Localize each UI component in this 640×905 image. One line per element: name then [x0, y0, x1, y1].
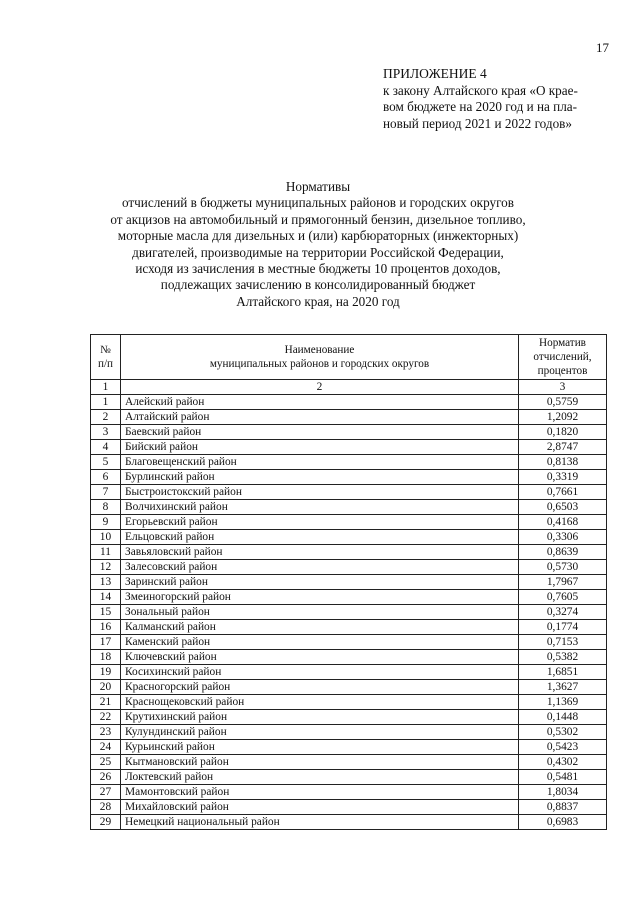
column-number: 1: [91, 380, 121, 395]
district-name: Кытмановский район: [121, 755, 519, 770]
title-line: от акцизов на автомобильный и прямогонный бензин, дизельное топливо,: [110, 211, 526, 227]
norm-value: 0,8639: [519, 545, 607, 560]
norm-value: 2,8747: [519, 440, 607, 455]
table-row: [91, 545, 607, 560]
appendix-line: новый период 2021 и 2022 годов»: [383, 115, 572, 131]
district-name: Немецкий национальный район: [121, 815, 519, 830]
table-row: [91, 575, 607, 590]
row-number: 18: [91, 650, 121, 665]
district-name: Бийский район: [121, 440, 519, 455]
title-line: двигателей, производимые на территории Российской Федерации,: [132, 244, 504, 260]
row-number: 27: [91, 785, 121, 800]
district-name: Змеиногорский район: [121, 590, 519, 605]
district-name: Ельцовский район: [121, 530, 519, 545]
row-number: 13: [91, 575, 121, 590]
appendix-block: [383, 66, 613, 132]
norm-value: 0,7661: [519, 485, 607, 500]
appendix-title: ПРИЛОЖЕНИЕ 4: [383, 66, 487, 81]
norm-value: 1,7967: [519, 575, 607, 590]
row-number: 26: [91, 770, 121, 785]
row-number: 7: [91, 485, 121, 500]
row-number: 10: [91, 530, 121, 545]
norm-value: 0,5759: [519, 395, 607, 410]
table-row: [91, 755, 607, 770]
header-value: Норматив отчислений, процентов: [519, 335, 607, 380]
row-number: 20: [91, 680, 121, 695]
norm-value: 0,5382: [519, 650, 607, 665]
norm-value: 0,8138: [519, 455, 607, 470]
row-number: 24: [91, 740, 121, 755]
norm-value: 1,3627: [519, 680, 607, 695]
district-name: Кулундинский район: [121, 725, 519, 740]
header-name: Наименование муниципальных районов и городских округов: [121, 335, 519, 380]
row-number: 25: [91, 755, 121, 770]
title-line: подлежащих зачислению в консолидированный бюджет: [160, 277, 476, 293]
district-name: Косихинский район: [121, 665, 519, 680]
norm-value: 0,5302: [519, 725, 607, 740]
norm-value: 1,1369: [519, 695, 607, 710]
table-row: [91, 635, 607, 650]
appendix-line: к закону Алтайского края «О крае-: [383, 82, 578, 98]
appendix-line: вом бюджете на 2020 год и на пла-: [383, 99, 578, 114]
table-row: [91, 410, 607, 425]
row-number: 22: [91, 710, 121, 725]
table-row: [91, 440, 607, 455]
table-row: [91, 500, 607, 515]
table-row: [91, 455, 607, 470]
table-row: [91, 515, 607, 530]
row-number: 2: [91, 410, 121, 425]
title-line: Алтайского края, на 2020 год: [236, 293, 400, 309]
row-number: 29: [91, 815, 121, 830]
table-row: [91, 590, 607, 605]
table-row: [91, 395, 607, 410]
norm-value: 0,6983: [519, 815, 607, 830]
district-name: Зональный район: [121, 605, 519, 620]
column-number: 2: [121, 380, 519, 395]
table-row: [91, 620, 607, 635]
district-name: Алтайский район: [121, 410, 519, 425]
table-row: [91, 785, 607, 800]
row-number: 1: [91, 395, 121, 410]
title-line: моторные масла для дизельных и (или) карбюраторных (инжекторных): [117, 228, 519, 244]
row-number: 12: [91, 560, 121, 575]
norm-value: 0,1820: [519, 425, 607, 440]
table-row: [91, 425, 607, 440]
document-title: [80, 179, 556, 310]
title-heading: Нормативы: [285, 179, 351, 194]
district-name: Ключевский район: [121, 650, 519, 665]
norm-value: 0,4168: [519, 515, 607, 530]
norms-table: [90, 334, 607, 830]
district-name: Каменский район: [121, 635, 519, 650]
district-name: Быстроистокский район: [121, 485, 519, 500]
title-line: исходя из зачисления в местные бюджеты 10 процентов доходов,: [135, 261, 501, 277]
norm-value: 0,7153: [519, 635, 607, 650]
table-row: [91, 560, 607, 575]
norm-value: 0,5730: [519, 560, 607, 575]
norm-value: 0,5423: [519, 740, 607, 755]
district-name: Михайловский район: [121, 800, 519, 815]
district-name: Краснощековский район: [121, 695, 519, 710]
page-number: 17: [596, 40, 609, 55]
table-header-row: [91, 335, 607, 380]
norm-value: 0,3306: [519, 530, 607, 545]
district-name: Локтевский район: [121, 770, 519, 785]
table-row: [91, 470, 607, 485]
row-number: 4: [91, 440, 121, 455]
table-row: [91, 800, 607, 815]
norm-value: 1,6851: [519, 665, 607, 680]
district-name: Бурлинский район: [121, 470, 519, 485]
norm-value: 0,3319: [519, 470, 607, 485]
row-number: 8: [91, 500, 121, 515]
table-row: [91, 665, 607, 680]
norm-value: 0,6503: [519, 500, 607, 515]
table-row: [91, 650, 607, 665]
district-name: Егорьевский район: [121, 515, 519, 530]
row-number: 23: [91, 725, 121, 740]
district-name: Волчихинский район: [121, 500, 519, 515]
norm-value: 0,1774: [519, 620, 607, 635]
district-name: Заринский район: [121, 575, 519, 590]
column-number-row: [91, 380, 607, 395]
table-row: [91, 725, 607, 740]
row-number: 5: [91, 455, 121, 470]
row-number: 15: [91, 605, 121, 620]
norm-value: 0,7605: [519, 590, 607, 605]
district-name: Завьяловский район: [121, 545, 519, 560]
table-row: [91, 695, 607, 710]
table-row: [91, 485, 607, 500]
district-name: Калманский район: [121, 620, 519, 635]
table-row: [91, 680, 607, 695]
row-number: 28: [91, 800, 121, 815]
table-row: [91, 605, 607, 620]
row-number: 16: [91, 620, 121, 635]
district-name: Красногорский район: [121, 680, 519, 695]
row-number: 17: [91, 635, 121, 650]
table-row: [91, 770, 607, 785]
norm-value: 1,2092: [519, 410, 607, 425]
table-row: [91, 815, 607, 830]
row-number: 11: [91, 545, 121, 560]
row-number: 9: [91, 515, 121, 530]
district-name: Крутихинский район: [121, 710, 519, 725]
row-number: 19: [91, 665, 121, 680]
district-name: Курьинский район: [121, 740, 519, 755]
district-name: Мамонтовский район: [121, 785, 519, 800]
row-number: 14: [91, 590, 121, 605]
district-name: Залесовский район: [121, 560, 519, 575]
row-number: 6: [91, 470, 121, 485]
district-name: Благовещенский район: [121, 455, 519, 470]
header-num: № п/п: [91, 335, 121, 380]
norm-value: 0,1448: [519, 710, 607, 725]
norm-value: 0,4302: [519, 755, 607, 770]
column-number: 3: [519, 380, 607, 395]
norm-value: 0,5481: [519, 770, 607, 785]
norm-value: 0,8837: [519, 800, 607, 815]
norm-value: 0,3274: [519, 605, 607, 620]
row-number: 21: [91, 695, 121, 710]
row-number: 3: [91, 425, 121, 440]
table-row: [91, 710, 607, 725]
table-row: [91, 530, 607, 545]
table-row: [91, 740, 607, 755]
norm-value: 1,8034: [519, 785, 607, 800]
district-name: Алейский район: [121, 395, 519, 410]
title-line: отчислений в бюджеты муниципальных районов и городских округов: [121, 195, 514, 211]
district-name: Баевский район: [121, 425, 519, 440]
